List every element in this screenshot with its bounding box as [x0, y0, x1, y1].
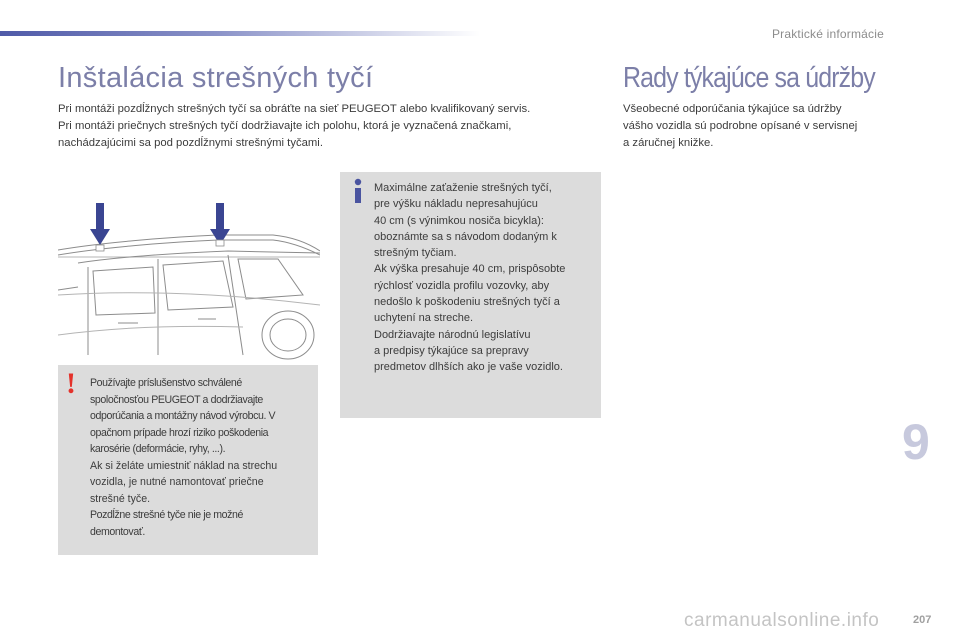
warning-line: Používajte príslušenstvo schválené: [90, 377, 242, 389]
info-line: nedošlo k poškodeniu strešných tyčí a: [374, 296, 560, 309]
watermark: carmanualsonline.info: [684, 610, 880, 631]
page-title-roof-bars: Inštalácia strešných tyčí: [58, 62, 374, 94]
info-line: uchytení na streche.: [374, 312, 474, 325]
warning-line: Ak si želáte umiestniť náklad na strechu: [90, 459, 278, 472]
car-roof-bars-illustration: [58, 195, 320, 360]
info-line: strešným tyčiam.: [374, 247, 457, 260]
info-icon: [350, 178, 366, 204]
info-line: Dodržiavajte národnú legislatívu: [374, 328, 531, 341]
exclamation-icon: !: [66, 367, 76, 400]
info-text: [374, 180, 596, 376]
warning-line: vozidla, je nutné namontovať priečne: [90, 476, 264, 488]
info-line: 40 cm (s výnimkou nosiča bicykla):: [374, 214, 544, 227]
section-label: Praktické informácie: [771, 27, 884, 41]
warning-line: karosérie (deformácie, ryhy, ...).: [90, 443, 226, 455]
intro-line: Pri montáži priečnych strešných tyčí dodržiavajte ich polohu, ktorá je vyznačená značkami,: [58, 120, 512, 132]
maintenance-line: vášho vozidla sú podrobne opísané v servisnej: [623, 120, 858, 132]
info-line: a predpisy týkajúce sa prepravy: [374, 344, 529, 357]
chapter-number: 9: [902, 414, 930, 470]
intro-line: nachádzajúcimi sa pod pozdĺžnymi strešnými tyčami.: [58, 137, 323, 149]
maintenance-paragraph: [623, 101, 893, 152]
warning-line: strešné tyče.: [90, 492, 151, 505]
header-gradient-bar: [0, 31, 480, 36]
page-number: 207: [913, 614, 932, 626]
intro-line: Pri montáži pozdĺžnych strešných tyčí sa obráťte na sieť PEUGEOT alebo kvalifikovaný servis.: [58, 103, 531, 115]
info-box: [340, 172, 601, 418]
warning-line: demontovať.: [90, 525, 145, 538]
warning-line: Pozdĺžne strešné tyče nie je možné: [90, 509, 244, 521]
warning-box: [58, 365, 318, 555]
warning-text: [90, 375, 312, 540]
info-line: predmetov dlhších ako je vaše vozidlo.: [374, 361, 563, 374]
maintenance-line: a záručnej knižke.: [623, 137, 714, 149]
warning-line: opačnom prípade hrozí riziko poškodenia: [90, 426, 269, 439]
maintenance-line: Všeobecné odporúčania týkajúce sa údržby: [623, 103, 842, 115]
info-line: rýchlosť vozidla profilu vozovky, aby: [374, 279, 550, 292]
page-title-maintenance: Rady týkajúce sa údržby: [623, 62, 875, 94]
info-line: oboznámte sa s návodom dodaným k: [374, 230, 557, 243]
info-line: pre výšku nákladu nepresahujúcu: [374, 198, 538, 211]
warning-line: spoločnosťou PEUGEOT a dodržiavajte: [90, 393, 263, 406]
warning-line: odporúčania a montážny návod výrobcu. V: [90, 410, 276, 422]
info-line: Ak výška presahuje 40 cm, prispôsobte: [374, 263, 566, 276]
info-line: Maximálne zaťaženie strešných tyčí,: [374, 182, 552, 194]
intro-paragraph: [58, 101, 598, 152]
